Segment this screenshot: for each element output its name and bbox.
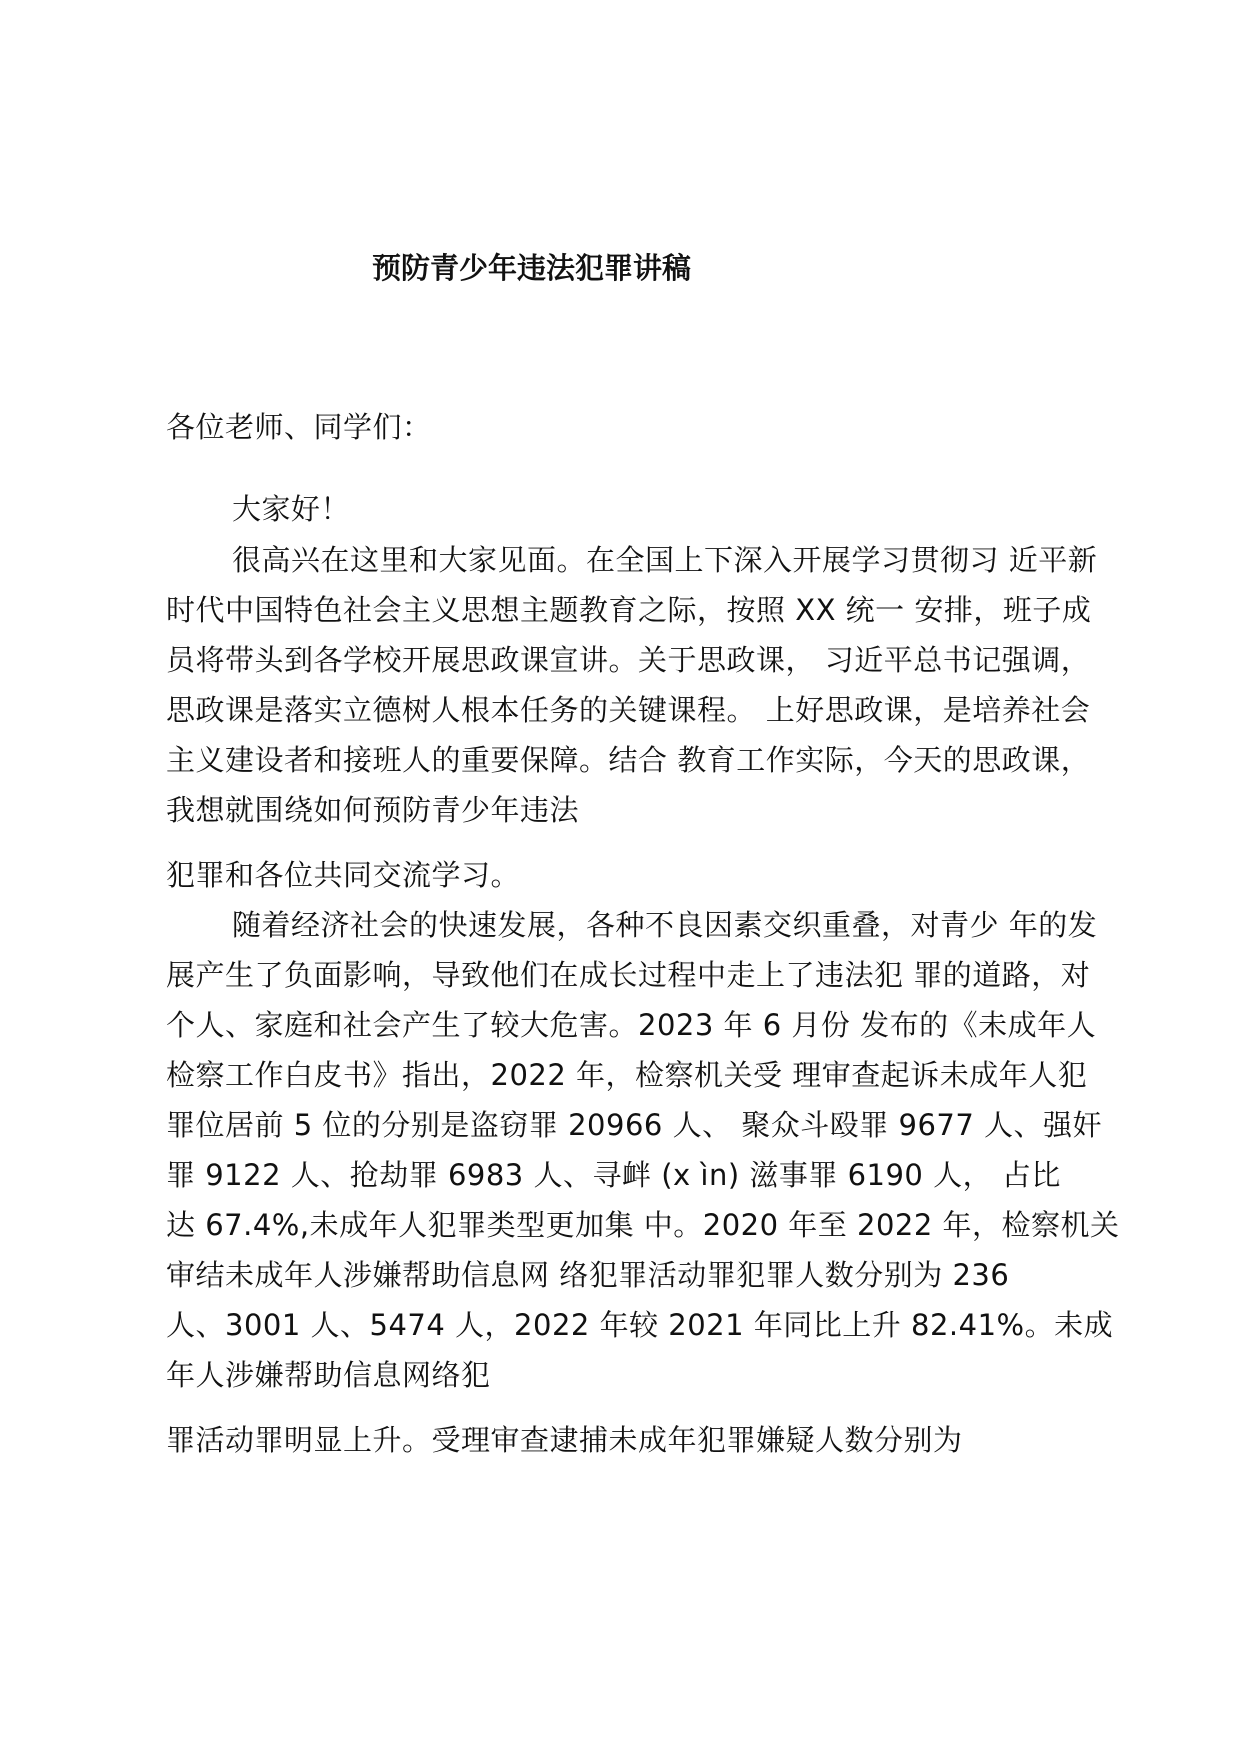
paragraph-line: 展产生了负面影响，导致他们在成长过程中走上了违法犯 罪的道路，对 (166, 958, 1091, 992)
paragraph-line: 罪活动罪明显上升。受理审查逮捕未成年犯罪嫌疑人数分别为 (166, 1423, 963, 1457)
paragraph-line: 我想就围绕如何预防青少年违法 (166, 793, 580, 827)
document-title: 预防青少年违法犯罪讲稿 (372, 251, 692, 285)
paragraph-line: 个人、家庭和社会产生了较大危害。2023 年 6 月份 发布的《未成年人 (166, 1008, 1097, 1042)
paragraph-line: 罪位居前 5 位的分别是盗窃罪 20966 人、 聚众斗殴罪 9677 人、强奸 (166, 1108, 1103, 1142)
paragraph-line: 罪 9122 人、抢劫罪 6983 人、寻衅 (x ìn) 滋事罪 6190 人， 占比 (166, 1158, 1061, 1192)
paragraph-line: 随着经济社会的快速发展，各种不良因素交织重叠，对青少 年的发 (232, 908, 1098, 942)
paragraph-line: 审结未成年人涉嫌帮助信息网 络犯罪活动罪犯罪人数分别为 236 (166, 1258, 1010, 1292)
paragraph-line: 很高兴在这里和大家见面。在全国上下深入开展学习贯彻习 近平新 (232, 543, 1098, 577)
paragraph-line: 人、3001 人、5474 人，2022 年较 2021 年同比上升 82.41%。未成 (166, 1308, 1114, 1342)
paragraph-line: 犯罪和各位共同交流学习。 (166, 858, 521, 892)
salutation: 各位老师、同学们： (166, 410, 432, 444)
paragraph-line: 检察工作白皮书》指出，2022 年，检察机关受 理审查起诉未成年人犯 (166, 1058, 1088, 1092)
paragraph-line: 思政课是落实立德树人根本任务的关键课程。 上好思政课，是培养社会 (166, 693, 1091, 727)
greeting: 大家好！ (232, 492, 351, 526)
paragraph-line: 主义建设者和接班人的重要保障。结合 教育工作实际，今天的思政课， (166, 743, 1091, 777)
paragraph-line: 达 67.4%,未成年人犯罪类型更加集 中。2020 年至 2022 年，检察机关 (166, 1208, 1120, 1242)
paragraph-line: 员将带头到各学校开展思政课宣讲。关于思政课， 习近平总书记强调， (166, 643, 1091, 677)
paragraph-line: 时代中国特色社会主义思想主题教育之际，按照 XX 统一 安排，班子成 (166, 593, 1092, 627)
paragraph-line: 年人涉嫌帮助信息网络犯 (166, 1358, 491, 1392)
